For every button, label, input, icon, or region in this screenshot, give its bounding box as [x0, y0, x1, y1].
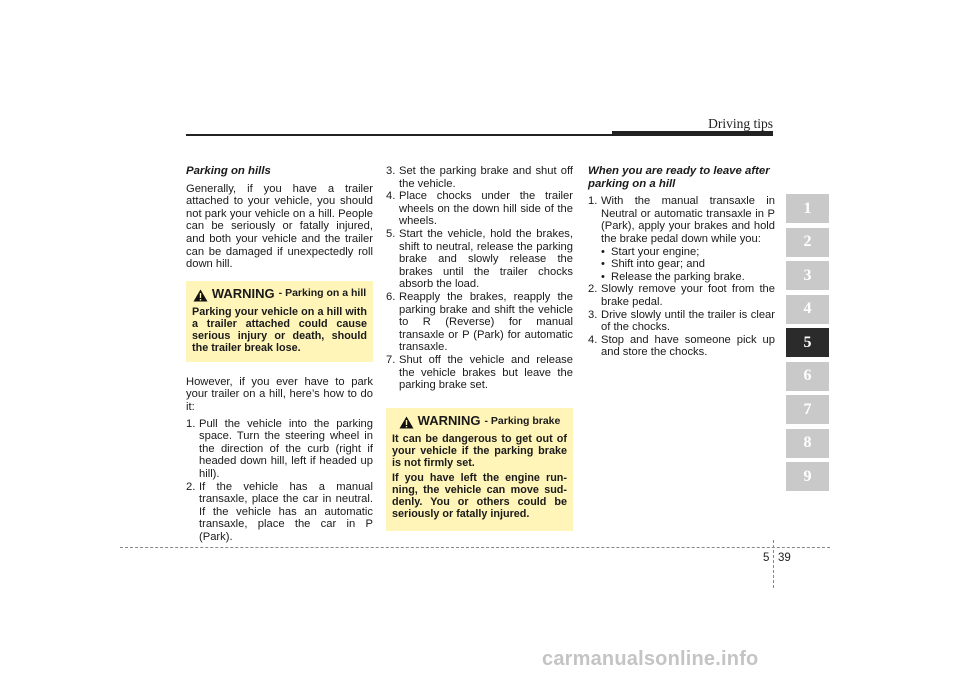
bullet-list — [601, 246, 775, 284]
warning-body-line: If you have left the engine run-ning, the vehicle can move sud-denly. You or others could be seriously or fatally injured. — [392, 471, 567, 520]
warning-header — [392, 415, 567, 429]
warning-header — [192, 285, 367, 302]
steps-list — [386, 165, 573, 392]
list-item: 4. Place chocks under the trailer wheels on the down hill side of the wheels. — [386, 190, 573, 228]
footer-divider — [773, 540, 774, 588]
bullet-item: • Shift into gear; and — [601, 258, 775, 271]
list-item: 7. Shut off the vehicle and release the vehicle brakes but leave the parking brake set. — [386, 353, 573, 392]
list-item: 5. Start the vehicle, hold the brakes, shift to neutral, release the parking brake and slowly release the brakes until the trailer chocks absorb the load. — [386, 227, 573, 291]
warning-label: WARNING — [417, 413, 481, 429]
intro-paragraph: Generally, if you have a trailer attached to your vehicle, you should not park your vehicle on a hill. People can be seriously or fatally injured, and both your vehicle and the trailer can be damaged if unexpectedly roll down hill. — [186, 182, 373, 271]
chapter-tab-7[interactable]: 7 — [786, 395, 829, 424]
list-item: 1. With the manual transaxle in Neutral or automatic transaxle in P (Park), apply your brakes and hold the brake pedal down while you: — [588, 195, 775, 245]
warning-box-parking-brake — [386, 408, 573, 531]
chapter-tab-6[interactable]: 6 — [786, 362, 829, 391]
after-paragraph: However, if you ever have to park your trailer on a hill, here’s how to do it: — [186, 375, 373, 413]
running-header: Driving tips — [708, 116, 773, 131]
column-3 — [588, 165, 775, 359]
chapter-tab-4[interactable]: 4 — [786, 295, 829, 324]
warning-body: Parking your vehicle on a hill with a trailer attached could cause serious injury or death, should the trailer break lose. — [192, 305, 367, 354]
steps-list — [186, 418, 373, 544]
steps-list — [588, 195, 775, 245]
list-item: 3. Drive slowly until the trailer is clear of the chocks. — [588, 308, 775, 334]
warning-label: WARNING — [211, 285, 275, 301]
warning-body-line: It can be dangerous to get out of your vehicle if the parking brake is not firmly set. — [392, 432, 567, 469]
footer-rule — [120, 547, 830, 548]
chapter-tab-9[interactable]: 9 — [786, 462, 829, 491]
chapter-tab-5[interactable]: 5 — [786, 328, 829, 357]
warning-triangle-icon — [193, 289, 208, 302]
bullet-item: • Start your engine; — [601, 246, 775, 259]
warning-subtitle: - Parking on a hill — [278, 286, 367, 299]
watermark: carmanualsonline.info — [542, 648, 759, 670]
chapter-tab-8[interactable]: 8 — [786, 429, 829, 458]
chapter-tab-2[interactable]: 2 — [786, 228, 829, 257]
section-title: When you are ready to leave after parking on a hill — [588, 165, 770, 190]
list-item: 4. Stop and have someone pick up and store the chocks. — [588, 333, 775, 359]
section-title: Parking on hills — [186, 165, 271, 177]
warning-subtitle: - Parking brake — [484, 414, 561, 427]
column-2 — [386, 165, 573, 545]
steps-list — [588, 283, 775, 359]
chapter-number: 5 — [763, 552, 770, 564]
chapter-tab-3[interactable]: 3 — [786, 261, 829, 290]
bullet-item: • Release the parking brake. — [601, 271, 775, 284]
column-1 — [186, 165, 373, 543]
warning-body — [392, 433, 567, 520]
list-item: 3. Set the parking brake and shut off the vehicle. — [386, 165, 573, 190]
chapter-tabs — [786, 194, 829, 496]
list-item: 2. If the vehicle has a manual transaxle, place the car in neutral. If the vehicle has an automatic transaxle, place the car in P (Park). — [186, 480, 373, 543]
page-number: 39 — [778, 552, 791, 564]
header-rule-accent — [612, 131, 773, 136]
list-item: 2. Slowly remove your foot from the brake pedal. — [588, 283, 775, 308]
warning-box-hill — [186, 281, 373, 362]
list-item: 1. Pull the vehicle into the parking space. Turn the steering wheel in the direction of the curb (right if headed down hill, left if headed up hill). — [186, 417, 373, 480]
chapter-tab-1[interactable]: 1 — [786, 194, 829, 223]
warning-triangle-icon — [399, 416, 414, 429]
list-item: 6. Reapply the brakes, reapply the parking brake and shift the vehicle to R (Reverse) for manual transaxle or P (Park) for automatic transaxle. — [386, 290, 573, 354]
